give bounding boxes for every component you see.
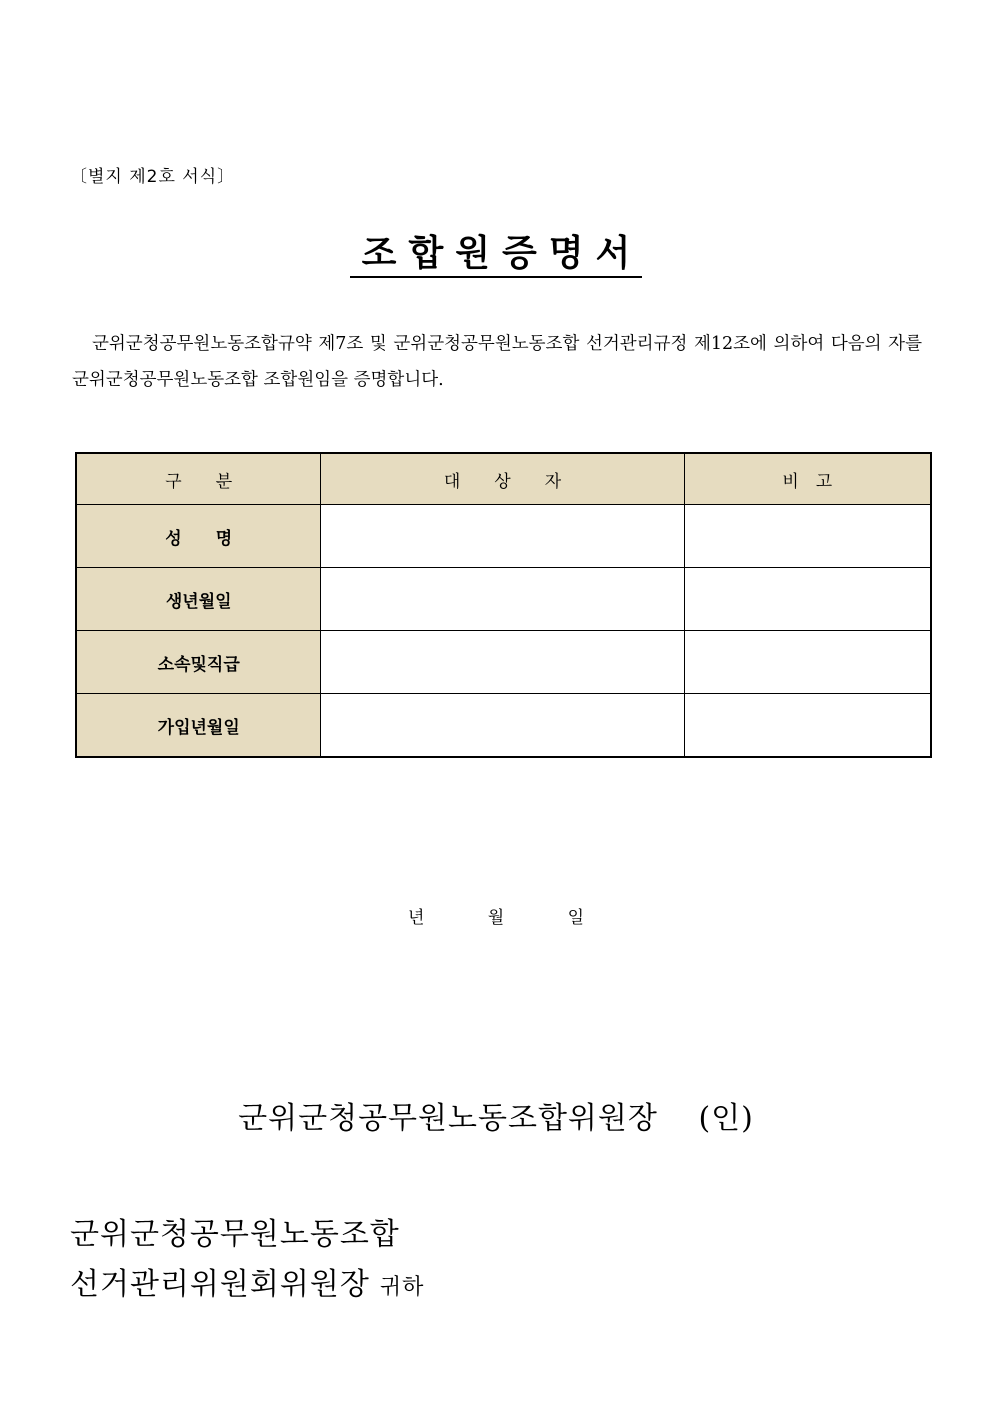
join-date-remark-cell[interactable] (684, 694, 931, 758)
table-row (76, 568, 931, 631)
recipient-line1: 군위군청공무원노동조합 (70, 1217, 400, 1252)
name-remark-cell[interactable] (684, 505, 931, 568)
affiliation-remark-cell[interactable] (684, 631, 931, 694)
date-year: 년 (407, 908, 425, 928)
row-label-name: 성 명 (76, 505, 321, 568)
form-number: 〔별지 제2호 서식〕 (70, 167, 236, 187)
row-label-birthdate: 생년월일 (76, 568, 321, 631)
recipient-line2-wrap (70, 1260, 424, 1313)
name-value-cell[interactable] (321, 505, 684, 568)
date-day: 일 (567, 908, 585, 928)
issue-date (0, 903, 992, 928)
row-label-join-date: 가입년월일 (76, 694, 321, 758)
document-title: 조합원증명서 (350, 232, 643, 278)
row-label-affiliation: 소속및직급 (76, 631, 321, 694)
document-title-wrap (0, 232, 992, 278)
certification-statement: 군위군청공무원노동조합규약 제7조 및 군위군청공무원노동조합 선거관리규정 제12조에 의하여 다음의 자를 군위군청공무원노동조합 조합원임을 증명합니다. (72, 334, 922, 390)
honorific: 귀하 (379, 1275, 425, 1300)
recipient-block (70, 1210, 424, 1313)
header-remark: 비 고 (684, 453, 931, 505)
table-header-row (76, 453, 931, 505)
birthdate-remark-cell[interactable] (684, 568, 931, 631)
join-date-value-cell[interactable] (321, 694, 684, 758)
header-subject: 대 상 자 (321, 453, 684, 505)
issuer-signature (0, 1093, 992, 1137)
table-row (76, 694, 931, 758)
table-row (76, 505, 931, 568)
birthdate-value-cell[interactable] (321, 568, 684, 631)
member-info-table (75, 452, 932, 758)
issuer-title: 군위군청공무원노동조합위원장 (238, 1101, 658, 1136)
date-month: 월 (487, 908, 505, 928)
seal-mark: (인) (698, 1101, 754, 1136)
table-row (76, 631, 931, 694)
header-category: 구 분 (76, 453, 321, 505)
recipient-line2: 선거관리위원회위원장 (70, 1267, 370, 1302)
affiliation-value-cell[interactable] (321, 631, 684, 694)
